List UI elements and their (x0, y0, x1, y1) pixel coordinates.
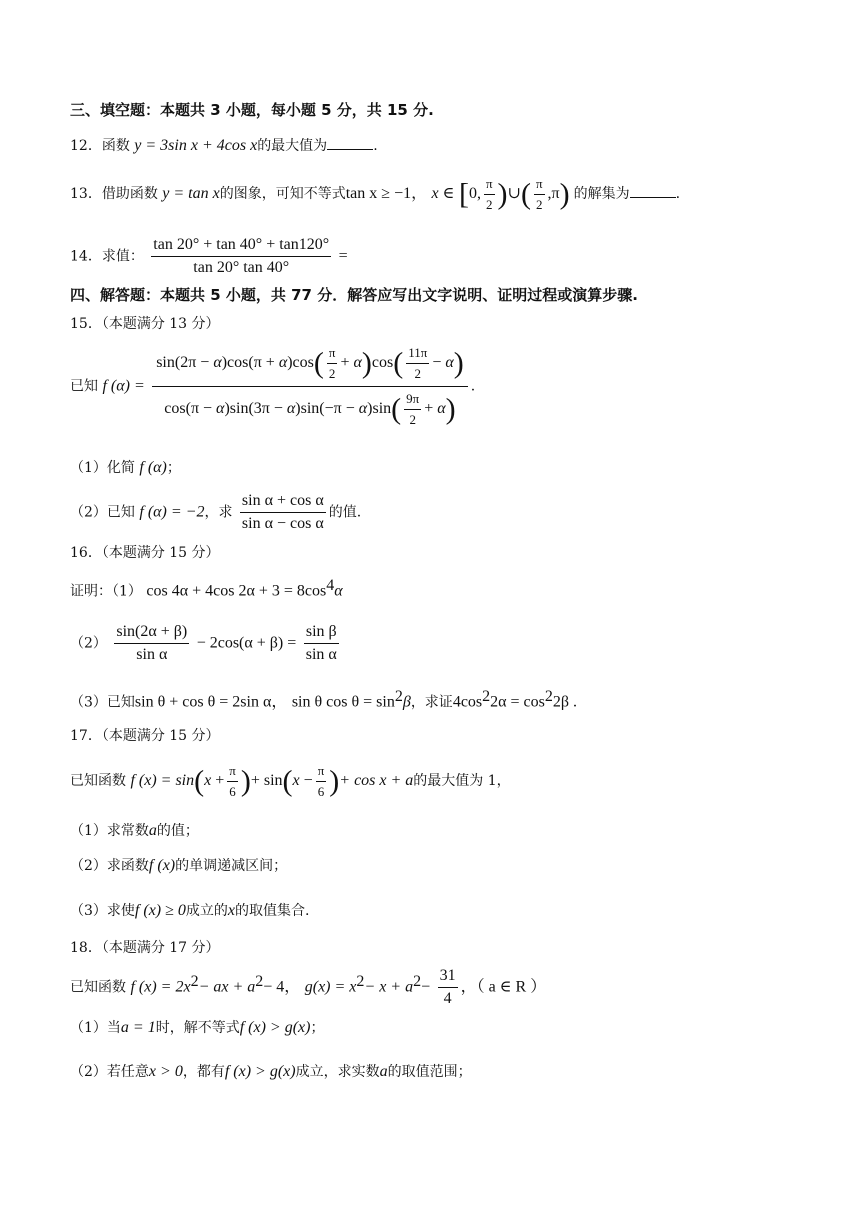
q16-part1-alpha: α (334, 582, 343, 600)
q16-part3-exp: 2 (394, 688, 403, 705)
q17-tail: + cos x + a (339, 772, 414, 790)
q16-header: 16．（本题满分 15 分） (70, 545, 220, 561)
q14-number: 14． (70, 248, 102, 265)
q18-part2 (70, 1061, 472, 1081)
q15-given: 已知 f (α) = sin(2π − α)cos(π + α)cos( $\frac{\pi}{2}$ + α)cos( $\frac{11\pi}{2}$ − α) cos(π − α)sin(3π − α)sin(−π − α)sin( $\frac{9\pi}{2}$ + α) . (70, 345, 476, 427)
q15-given-label: 已知 (70, 378, 98, 395)
q17-part2-label: （2）求函数 (70, 858, 149, 874)
q16-part3-expr5: 2β . (552, 693, 578, 711)
q16-proof-label: 证明：（1） (70, 583, 142, 600)
q18-part1-expr: a = 1 (120, 1019, 156, 1036)
q13-text1: 借助函数 (101, 186, 158, 203)
q18-given (70, 967, 546, 1008)
q17-part3-f: f (x) ≥ 0 (134, 902, 186, 919)
q16-part1 (70, 577, 343, 601)
q18-g-minus: − (421, 978, 431, 996)
q18-given-label: 已知函数 (70, 979, 126, 996)
q12-text2: 的最大值为 (257, 138, 328, 154)
q14-numerator: tan 20° + tan 40° + tan120° (151, 236, 331, 257)
question-12 (70, 135, 378, 155)
q16-part3-expr1: sin θ + cos θ = 2sin α， (134, 693, 288, 711)
question-14 (70, 236, 348, 277)
q18-f-exp2: 2 (255, 972, 264, 990)
q17-end: 的最大值为 1， (413, 773, 511, 790)
q13-expression-2: tan x ≥ −1， (345, 185, 428, 203)
q16-part1-exponent: 4 (326, 577, 335, 594)
q18-g: g(x) = x (304, 978, 357, 996)
q15-f-label: f (α) = (102, 377, 145, 395)
q15-part1-f: f (α) (139, 459, 167, 476)
q16-part3 (70, 688, 577, 712)
q13-text3: 的解集为 (573, 186, 630, 203)
q14-fraction (151, 236, 331, 277)
q14-text1: 求值： (101, 248, 144, 265)
q18-part2-x: x > 0 (148, 1063, 183, 1080)
q18-part2-mid: ，都有 (182, 1064, 225, 1080)
q17-part3-mid: 成立的 (185, 903, 228, 919)
q18-part2-inequality: f (x) > g(x) (224, 1063, 296, 1080)
q16-part3-beta: β (402, 693, 411, 711)
q18-part2-label: （2）若任意 (70, 1064, 149, 1080)
q18-g-denominator: 4 (443, 990, 452, 1007)
q17-part1-end: 的值； (156, 823, 199, 839)
q15-part1 (70, 457, 181, 477)
q16-part3-mid: ，求证 (410, 694, 453, 711)
q16-part1-expression: cos 4α + 4cos 2α + 3 = 8cos (146, 582, 327, 600)
q18-part1-end: ； (310, 1020, 325, 1036)
q17-f: f (x) = sin (130, 772, 195, 790)
q18-part1-label: （1）当 (70, 1020, 121, 1036)
q15-header: 15．（本题满分 13 分） (70, 316, 220, 332)
q17-part3-end: 的取值集合. (235, 903, 310, 919)
q13-interval-union: [0, $\frac{\pi}{2}$ )∪( $\frac{\pi}{2}$ ,π) (458, 176, 570, 212)
q18-g-numerator: 31 (438, 967, 458, 988)
q16-part2 (70, 623, 342, 664)
q18-f-rest: − ax + a (198, 978, 256, 996)
q12-answer-blank[interactable] (327, 135, 373, 150)
q16-part3-expr2: sin θ cos θ = sin (291, 693, 395, 711)
q18-g-rest: − x + a (364, 978, 414, 996)
q17-part1 (70, 820, 199, 840)
q18-part1-inequality: f (x) > g(x) (239, 1019, 311, 1036)
q16-part2-label: （2） (70, 635, 107, 652)
q16-part3-expr4: 2α = cos (490, 693, 545, 711)
q13-number: 13． (70, 186, 102, 203)
q15-part2-fraction (240, 492, 326, 533)
q17-part3-x: x (227, 902, 236, 919)
q17-given-label: 已知函数 (70, 773, 126, 790)
q15-big-fraction: sin(2π − α)cos(π + α)cos( $\frac{\pi}{2}$ + α)cos( $\frac{11\pi}{2}$ − α) cos(π − α)sin(3π − α)sin(−π − α)sin( $\frac{9\pi}{2}$ + α) (152, 345, 468, 428)
q15-part2-numerator: sin α + cos α (240, 492, 326, 513)
q16-part2-fraction-1 (114, 623, 189, 664)
q18-f-exp: 2 (190, 972, 199, 990)
q15-part2-mid: ，求 (204, 504, 233, 521)
q17-part1-label: （1）求常数 (70, 823, 149, 839)
q13-end: . (675, 186, 681, 203)
q16-part2-fraction-2 (304, 623, 339, 664)
question-13 (70, 176, 680, 213)
q17-part1-a: a (148, 822, 157, 839)
q13-answer-blank[interactable] (630, 183, 676, 198)
q18-part2-a: a (379, 1063, 388, 1080)
q13-expression-3: x ∈ (431, 185, 455, 203)
q17-part2-f: f (x) (148, 857, 176, 874)
q17-given: 已知函数 f (x) = sin(x + $\frac{\pi}{6}$ )+ sin(x − $\frac{\pi}{6}$ )+ cos x + a的最大值为 1， (70, 763, 511, 799)
q16-part3-exp2: 2 (482, 688, 491, 705)
q18-g-fraction (438, 967, 458, 1008)
q15-part1-label: （1）化简 (70, 460, 135, 476)
q16-part3-label: （3）已知 (70, 694, 135, 711)
q12-end: . (373, 138, 378, 154)
q16-part3-exp3: 2 (544, 688, 553, 705)
q14-denominator: tan 20° tan 40° (193, 259, 290, 276)
q13-expression-1: y = tan x (162, 185, 220, 203)
q18-g-exp2: 2 (413, 972, 422, 990)
section-3-heading: 三、填空题：本题共 3 小题，每小题 5 分，共 15 分. (70, 101, 434, 119)
q14-equals: = (338, 247, 348, 265)
q15-part2-f: f (α) = −2 (139, 503, 205, 521)
section-4-heading: 四、解答题：本题共 5 小题，共 77 分．解答应写出文字说明、证明过程或演算步骤. (70, 286, 638, 304)
q18-f-tail: − 4， (263, 978, 301, 996)
q16-part3-expr3: 4cos (452, 693, 483, 711)
q18-header: 18．（本题满分 17 分） (70, 940, 220, 956)
q18-f: f (x) = 2x (130, 978, 191, 996)
q18-part2-mid2: 成立，求实数 (295, 1064, 380, 1080)
q18-part1 (70, 1017, 324, 1037)
q16-part2-num2: sin β (304, 623, 339, 644)
q13-text2: 的图象，可知不等式 (219, 186, 346, 203)
q12-number: 12． (70, 138, 102, 154)
q17-part3-label: （3）求使 (70, 903, 135, 919)
q15-part2 (70, 492, 361, 533)
q16-part2-num1: sin(2α + β) (114, 623, 189, 644)
q15-part2-label: （2）已知 (70, 504, 135, 521)
q15-part2-denominator: sin α − cos α (241, 515, 324, 532)
q18-g-exp: 2 (356, 972, 365, 990)
q16-part2-middle: − 2cos(α + β) = (196, 634, 297, 652)
q17-part3 (70, 900, 309, 920)
q17-plus-sin: + sin (250, 772, 283, 790)
q16-part2-den2: sin α (305, 646, 337, 663)
q18-part1-mid: 时，解不等式 (155, 1020, 240, 1036)
q12-text1: 函数 (101, 138, 130, 154)
q15-part1-end: ； (166, 460, 181, 476)
q17-header: 17．（本题满分 15 分） (70, 728, 220, 744)
q15-part2-end: 的值. (328, 504, 362, 521)
q18-part2-end: 的取值范围； (387, 1064, 472, 1080)
q17-part2 (70, 855, 287, 875)
q12-expression: y = 3sin x + 4cos x (134, 137, 258, 154)
q17-part2-end: 的单调递减区间； (175, 858, 288, 874)
q18-condition: ，（ a ∈ R ） (460, 978, 547, 996)
q16-part2-den1: sin α (136, 646, 168, 663)
